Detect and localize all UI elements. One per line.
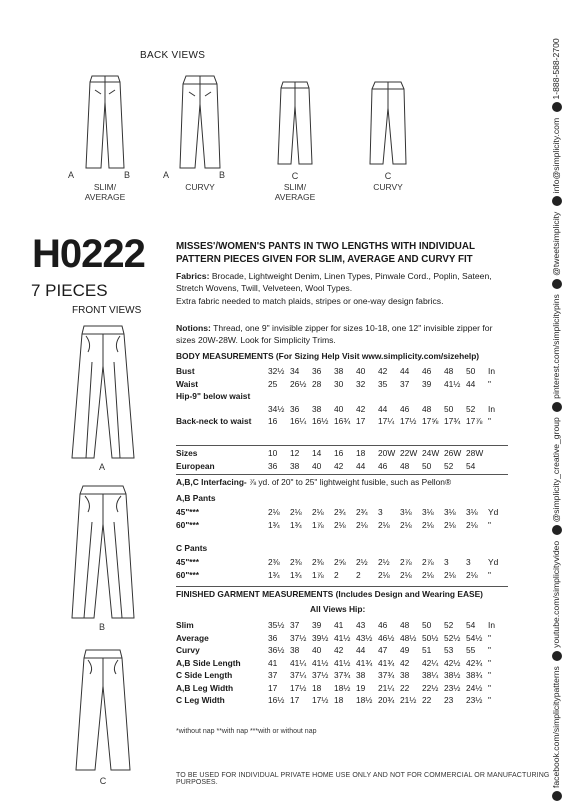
finished-measurements-title: FINISHED GARMENT MEASUREMENTS (Includes Design and Wearing EASE): [176, 589, 483, 599]
divider: [176, 445, 508, 446]
back-caption-slim-1: SLIM/: [93, 182, 117, 192]
back-letter-b-1: B: [124, 170, 131, 180]
table-row: C Leg Width 16½ 17 17½ 18 18½ 20¾ 21½ 22 23 23½ ": [176, 695, 491, 705]
interfacing-line: [176, 477, 508, 487]
instagram-icon: [552, 525, 562, 535]
front-letter-c: C: [99, 776, 107, 786]
table-row: Curvy 36½ 38 40 42 44 47 49 51 53 55 ": [176, 645, 491, 655]
divider: [176, 586, 508, 587]
finished-measurements-table: [176, 619, 510, 707]
table-row: 60"*** 1¾ 1¾ 1⅞ 2 2 2⅛ 2⅛ 2⅛ 2⅛ 2⅛ ": [176, 569, 491, 580]
back-letter-a-1: A: [68, 170, 75, 180]
front-view-c: [72, 646, 134, 774]
table-row: 34½ 36 38 40 42 44 46 48 50 52 In: [268, 403, 495, 414]
email-icon: [552, 196, 562, 206]
ab-pants-title: A,B Pants: [176, 493, 216, 503]
back-view-slim-average-c: [272, 78, 318, 168]
body-measurements-table: [176, 365, 510, 428]
table-row: Waist 25 26½ 28 30 32 35 37 39 41½ 44 ": [176, 378, 491, 389]
back-caption-curvy-1: CURVY: [185, 182, 215, 192]
front-view-b: [68, 482, 138, 622]
back-view-curvy-ab: [175, 72, 225, 172]
table-row: Average 36 37½ 39½ 41½ 43½ 46½ 48½ 50½ 52½ 54½ ": [176, 632, 491, 643]
ab-pants-yardage-table: [176, 506, 510, 531]
table-row: Bust 32½ 34 36 38 40 42 44 46 48 50 In: [176, 366, 495, 376]
phone-number[interactable]: 1-888-588-2700: [551, 38, 561, 100]
notions-block: [176, 322, 506, 347]
contact-sidebar: [545, 0, 567, 808]
finished-subtitle: All Views Hip:: [310, 604, 366, 614]
table-row: European 36 38 40 42 44 46 48 50 52 54: [176, 460, 476, 471]
table-row: A,B Side Length 41 41¼ 41½ 41½ 41¾ 41¾ 42 42¼ 42½ 42¾ ": [176, 657, 491, 668]
fabrics-extra: Extra fabric needed to match plaids, stripes or one-way design fabrics.: [176, 295, 444, 306]
sizes-table: [176, 447, 488, 472]
fabrics-block: [176, 270, 506, 307]
nap-footnote: *without nap **with nap ***with or without nap: [176, 728, 317, 735]
table-row: A,B Leg Width 17 17½ 18 18½ 19 21¼ 22 22½ 23½ 24½ ": [176, 682, 491, 693]
instagram-link[interactable]: @simplicity_creative_group: [551, 417, 561, 523]
notions-text: Thread, one 9" invisible zipper for sizes 10-18, one 12" invisible zipper for sizes 20W-28W. Look for Simplicity Trims.: [176, 323, 493, 346]
table-row: 60"*** 1¾ 1¾ 1⅞ 2⅛ 2⅛ 2⅛ 2⅛ 2⅛ 2⅛ 2⅛ ": [176, 519, 491, 530]
twitter-icon: [552, 279, 562, 289]
table-row: 45"*** 2⅛ 2⅛ 2⅛ 2¾ 2¾ 3 3⅛ 3⅛ 3⅛ 3⅛ Yd: [176, 507, 499, 517]
table-row: Back-neck to waist 16 16¼ 16½ 16¾ 17 17¼ 17½ 17⅝ 17¾ 17⅞ ": [176, 416, 491, 426]
divider: [176, 474, 508, 475]
front-letter-a: A: [98, 462, 105, 472]
usage-disclaimer: TO BE USED FOR INDIVIDUAL PRIVATE HOME USE ONLY AND NOT FOR COMMERCIAL OR MANUFACTURING PURPOSES.: [176, 772, 550, 786]
interfacing-text: ⅞ yd. of 20" to 25" lightweight fusible, such as Pellon®: [249, 477, 452, 487]
email-link[interactable]: info@simplicity.com: [551, 117, 561, 194]
front-letter-b: B: [98, 622, 105, 632]
table-row: C Side Length 37 37¼ 37½ 37¾ 38 37¾ 38 38¼ 38½ 38¾ ": [176, 670, 491, 680]
back-letter-b-2: B: [219, 170, 226, 180]
back-caption-curvy-2: CURVY: [373, 182, 403, 192]
back-caption-average-1: AVERAGE: [84, 192, 126, 202]
back-caption-slim-2: SLIM/: [283, 182, 307, 192]
pattern-number: H0222: [32, 232, 145, 276]
twitter-link[interactable]: @tweetsimplicity: [551, 211, 561, 276]
pinterest-link[interactable]: pinterest.com/simplicitypins: [551, 294, 561, 399]
youtube-icon: [552, 651, 562, 661]
front-view-a: [68, 322, 138, 462]
back-view-slim-average-ab: [80, 72, 130, 172]
back-letter-c-1: C: [291, 171, 299, 181]
back-letter-c-2: C: [384, 171, 392, 181]
notions-label: Notions:: [176, 323, 211, 333]
table-row: Slim 35½ 37 39 41 43 46 48 50 52 54 In: [176, 620, 495, 630]
table-row: 45"*** 2⅜ 2⅜ 2⅜ 2⅝ 2½ 2½ 2⅞ 2⅞ 3 3 Yd: [176, 557, 499, 567]
phone-icon: [552, 103, 562, 113]
youtube-link[interactable]: youtube.com/simplicityvideo: [551, 540, 561, 648]
fabrics-text: Brocade, Lightweight Denim, Linen Types, Pinwale Cord., Poplin, Sateen, Stretch Wovens, Twill, Velveteen, Wool Types.: [176, 271, 492, 294]
body-measurements-title: BODY MEASUREMENTS (For Sizing Help Visit www.simplicity.com/sizehelp): [176, 351, 480, 361]
pattern-pieces: 7 PIECES: [31, 281, 108, 300]
interfacing-label: A,B,C Interfacing-: [176, 477, 247, 487]
back-caption-average-2: AVERAGE: [274, 192, 316, 202]
pattern-description: MISSES'/WOMEN'S PANTS IN TWO LENGTHS WITH INDIVIDUAL PATTERN PIECES GIVEN FOR SLIM, AVERAGE AND CURVY FIT: [176, 241, 475, 265]
c-pants-yardage-table: [176, 556, 510, 581]
back-views-title: BACK VIEWS: [140, 50, 206, 61]
fabrics-label: Fabrics:: [176, 271, 210, 281]
table-row: Sizes 10 12 14 16 18 20W 22W 24W 26W 28W: [176, 448, 484, 458]
facebook-icon: [552, 791, 562, 801]
back-view-curvy-c: [365, 78, 411, 168]
c-pants-title: C Pants: [176, 543, 208, 553]
pinterest-icon: [552, 402, 562, 412]
front-views-title: FRONT VIEWS: [72, 305, 142, 316]
back-letter-a-2: A: [163, 170, 170, 180]
facebook-link[interactable]: facebook.com/simplicitypatterns: [551, 666, 561, 788]
table-row: Hip-9" below waist: [176, 391, 251, 401]
